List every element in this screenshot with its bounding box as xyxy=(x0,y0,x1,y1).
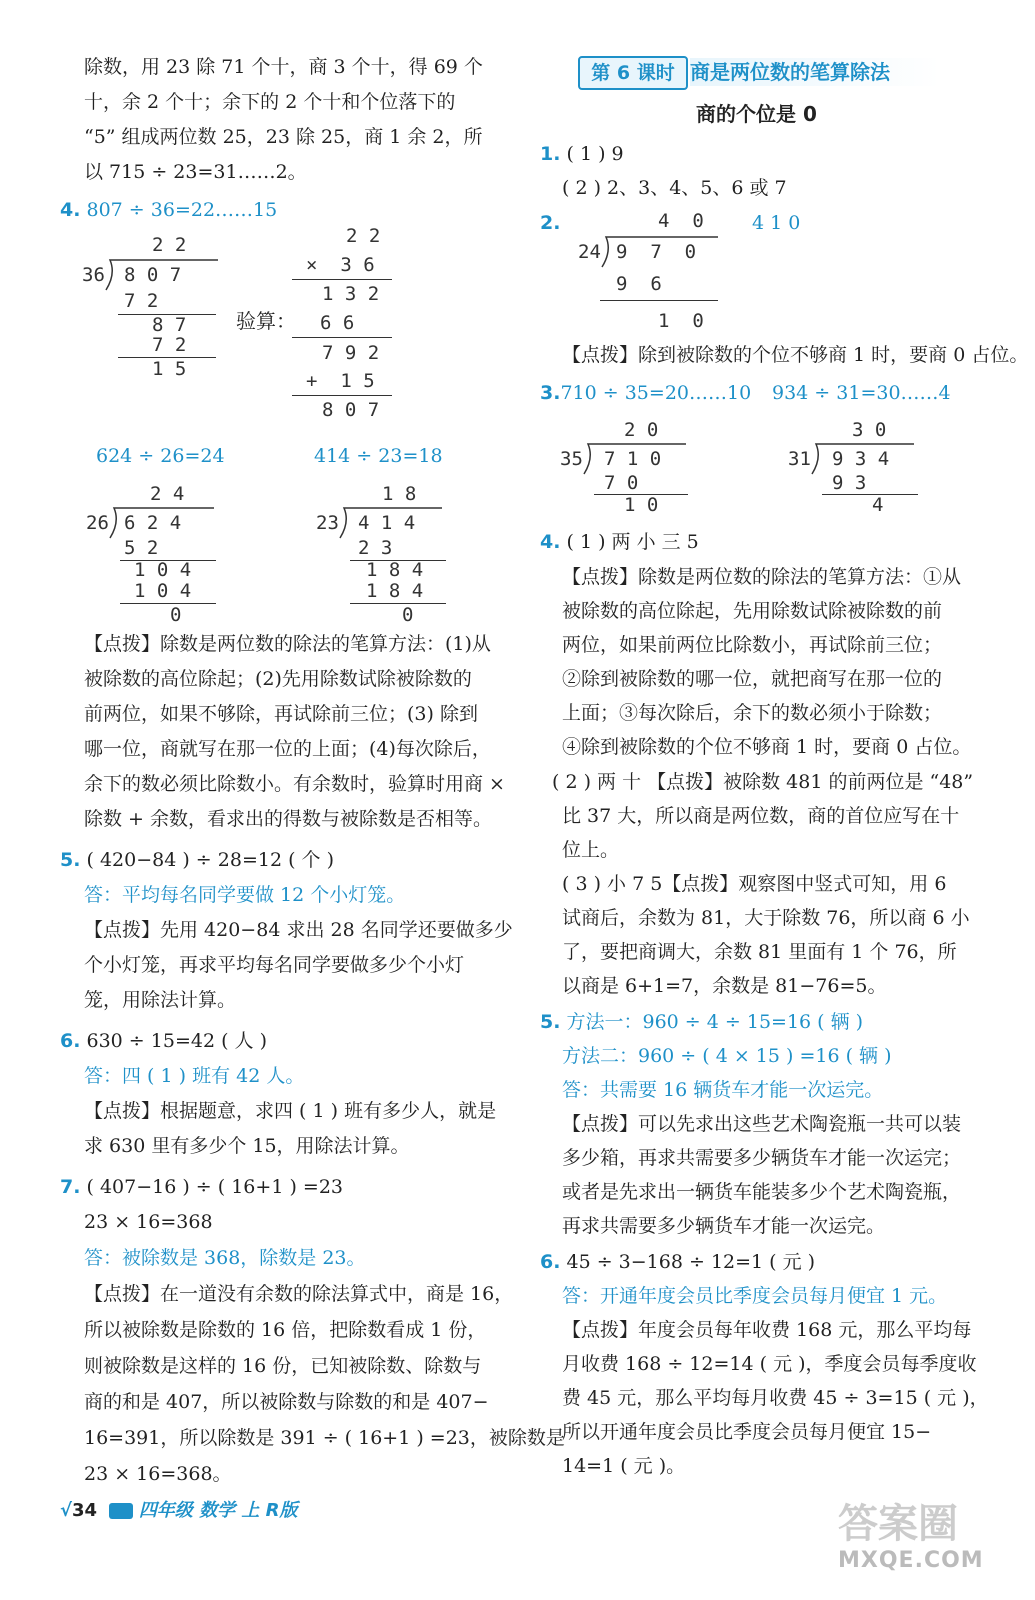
tip-line: ②除到被除数的哪一位，就把商写在那一位的 xyxy=(562,668,943,690)
q5-equation: ( 420−84 ) ÷ 28=12 ( 个 ) xyxy=(86,849,334,871)
section-subtitle: 商的个位是 0 xyxy=(696,102,817,126)
q3-number: 3. xyxy=(540,382,561,404)
q4-c-line: 了，要把商调大，余数 81 里面有 1 个 76，所 xyxy=(562,941,957,963)
tip-line: 两位，如果前两位比除数小，再试除前三位； xyxy=(562,634,943,656)
check-mark-icon: √ xyxy=(60,1500,73,1521)
q7-line xyxy=(60,1175,343,1199)
tip-line: 除数 + 余数，看求出的得数与被除数是否相等。 xyxy=(84,808,493,830)
tip-line: 所以被除数是除数的 16 倍，把除数看成 1 份， xyxy=(84,1319,487,1341)
page-number: 34 xyxy=(72,1500,98,1521)
lesson-badge: 第 6 课时 xyxy=(578,56,688,90)
tip-line: 【点拨】除到被除数的个位不够商 1 时，要商 0 占位。 xyxy=(562,344,1029,366)
tip-line: 【点拨】根据题意，求四 ( 1 ) 班有多少人，就是 xyxy=(84,1100,497,1122)
watermark-logo: 答案圈 xyxy=(838,1501,958,1547)
q5-b: 方法二：960 ÷ ( 4 × 15 ) =16 ( 辆 ) xyxy=(562,1045,892,1067)
intro-line: 十，余 2 个十；余下的 2 个十和个位落下的 xyxy=(84,91,456,113)
q1-number: 1. xyxy=(540,143,561,165)
ld-step: 8 7 xyxy=(152,314,187,336)
q6-line xyxy=(60,1029,267,1053)
q4-c-line: ( 3 ) 小 7 5【点拨】观察图中竖式可知，用 6 xyxy=(562,873,947,895)
q2-number: 2. xyxy=(540,212,561,234)
q4-number: 4. xyxy=(60,199,81,221)
tip-line: 【点拨】除数是两位数的除法的笔算方法：(1)从 xyxy=(84,633,491,655)
tip-line: 多少箱，再求共需要多少辆货车才能一次运完； xyxy=(562,1147,962,1169)
tip-line: 月收费 168 ÷ 12=14 ( 元 )，季度会员每季度收 xyxy=(562,1353,977,1375)
tip-line: 则被除数是这样的 16 份，已知被除数、除数与 xyxy=(84,1355,482,1377)
intro-line: 以 715 ÷ 23=31……2。 xyxy=(84,161,307,183)
q6-equation: 45 ÷ 3−168 ÷ 12=1 ( 元 ) xyxy=(566,1251,816,1273)
q1-b: ( 2 ) 2、3、4、5、6 或 7 xyxy=(562,177,787,199)
tip-line: 商的和是 407，所以被除数与除数的和是 407− xyxy=(84,1391,489,1413)
ld-dividend: 8 0 7 xyxy=(124,264,182,286)
tip-line: 哪一位，商就写在那一位的上面；(4)每次除后， xyxy=(84,738,491,760)
tip-line: 或者是先求出一辆货车能装多少个艺术陶瓷瓶， xyxy=(562,1181,962,1203)
q5-number: 5. xyxy=(60,849,81,871)
q3-b: 934 ÷ 31=30……4 xyxy=(772,382,951,404)
q2-line xyxy=(540,211,560,235)
example-414: 414 ÷ 23=18 xyxy=(314,445,443,467)
q6-number: 6. xyxy=(540,1251,561,1273)
tip-line: 求 630 里有多少个 15，用除法计算。 xyxy=(84,1135,410,1157)
ld-divisor: 36 xyxy=(82,264,105,286)
brand-logo-icon xyxy=(109,1503,133,1519)
tip-line: 【点拨】除数是两位数的除法的笔算方法：①从 xyxy=(562,566,962,588)
q4-line xyxy=(60,198,277,222)
tip-line: 个小灯笼，再求平均每名同学要做多少个小灯 xyxy=(84,954,465,976)
tip-line: 14=1 ( 元 )。 xyxy=(562,1455,686,1477)
q6-line xyxy=(540,1250,815,1274)
example-624: 624 ÷ 26=24 xyxy=(96,445,225,467)
q1-line xyxy=(540,142,624,166)
tip-line: 再求共需要多少辆货车才能一次运完。 xyxy=(562,1215,886,1237)
tip-line: 【点拨】先用 420−84 求出 28 名同学还要做多少 xyxy=(84,919,513,941)
q5-answer: 答：平均每名同学要做 12 个小灯笼。 xyxy=(84,884,406,906)
ld-remainder: 1 5 xyxy=(152,358,187,380)
q6-answer: 答：四 ( 1 ) 班有 42 人。 xyxy=(84,1065,305,1087)
q3-a: 710 ÷ 35=20……10 xyxy=(560,382,752,404)
tip-line: 16=391，所以除数是 391 ÷ ( 16+1 ) =23，被除数是 xyxy=(84,1427,565,1449)
ld-step: 7 2 xyxy=(152,334,187,356)
intro-line: “5” 组成两位数 25，23 除 25，商 1 余 2，所 xyxy=(84,126,483,148)
watermark-url: MXQE.COM xyxy=(838,1548,984,1573)
q7-equation-2: 23 × 16=368 xyxy=(84,1211,213,1233)
tip-line: 被除数的高位除起；(2)先用除数试除被除数的 xyxy=(84,668,472,690)
q7-answer: 答：被除数是 368，除数是 23。 xyxy=(84,1247,366,1269)
q7-number: 7. xyxy=(60,1176,81,1198)
q6-number: 6. xyxy=(60,1030,81,1052)
q4-b-line: 位上。 xyxy=(562,839,620,861)
watermark xyxy=(838,1500,1018,1590)
page-footer xyxy=(60,1496,297,1522)
tip-line: 23 × 16=368。 xyxy=(84,1463,232,1485)
tip-line: 前两位，如果不够除，再试除前三位；(3) 除到 xyxy=(84,703,478,725)
check-label: 验算： xyxy=(236,309,296,333)
tip-line: 费 45 元，那么平均每月收费 45 ÷ 3=15 ( 元 )， xyxy=(562,1387,989,1409)
book-title: 四年级 数学 上 R版 xyxy=(138,1500,298,1521)
tip-line: 【点拨】在一道没有余数的除法算式中，商是 16， xyxy=(84,1283,514,1305)
lesson-title: 商是两位数的笔算除法 xyxy=(690,58,940,86)
tip-line: 【点拨】年度会员每年收费 168 元，那么平均每 xyxy=(562,1319,972,1341)
tip-line: ④除到被除数的个位不够商 1 时，要商 0 占位。 xyxy=(562,736,972,758)
q5-answer: 答：共需要 16 辆货车才能一次运完。 xyxy=(562,1079,884,1101)
q4-number: 4. xyxy=(540,531,561,553)
ld-step: 7 2 xyxy=(124,290,159,312)
tip-line: 上面；③每次除后，余下的数必须小于除数； xyxy=(562,702,943,724)
intro-line: 除数，用 23 除 71 个十，商 3 个十，得 69 个 xyxy=(84,56,483,78)
q4-equation: 807 ÷ 36=22……15 xyxy=(86,199,278,221)
q4-b-line: 比 37 大，所以商是两位数，商的首位应写在十 xyxy=(562,805,960,827)
q5-line xyxy=(60,848,334,872)
q4-a: ( 1 ) 两 小 三 5 xyxy=(566,531,699,553)
q3-line xyxy=(540,381,751,405)
tip-line: 被除数的高位除起，先用除数试除被除数的前 xyxy=(562,600,943,622)
q4-c-line: 试商后，余数为 81，大于除数 76，所以商 6 小 xyxy=(562,907,970,929)
q4-line xyxy=(540,530,699,554)
q4-c-line: 以商是 6+1=7，余数是 81−76=5。 xyxy=(562,975,887,997)
tip-line: 【点拨】可以先求出这些艺术陶瓷瓶一共可以装 xyxy=(562,1113,962,1135)
q2-extra-answer: 4 1 0 xyxy=(752,212,801,234)
tip-line: 所以开通年度会员比季度会员每月便宜 15− xyxy=(562,1421,932,1443)
q4-b-line: ( 2 ) 两 十 【点拨】被除数 481 的前两位是 “48” xyxy=(552,771,974,793)
q5-number: 5. xyxy=(540,1011,561,1033)
q5-a: 方法一：960 ÷ 4 ÷ 15=16 ( 辆 ) xyxy=(566,1011,864,1033)
tip-line: 笼，用除法计算。 xyxy=(84,989,237,1011)
tip-line: 余下的数必须比除数小。有余数时，验算时用商 × xyxy=(84,773,505,795)
ld-quotient: 2 2 xyxy=(152,234,187,256)
q6-equation: 630 ÷ 15=42 ( 人 ) xyxy=(86,1030,267,1052)
q7-equation: ( 407−16 ) ÷ ( 16+1 ) =23 xyxy=(86,1176,343,1198)
q5-line xyxy=(540,1010,863,1034)
q1-a: ( 1 ) 9 xyxy=(566,143,624,165)
q6-answer: 答：开通年度会员比季度会员每月便宜 1 元。 xyxy=(562,1285,948,1307)
